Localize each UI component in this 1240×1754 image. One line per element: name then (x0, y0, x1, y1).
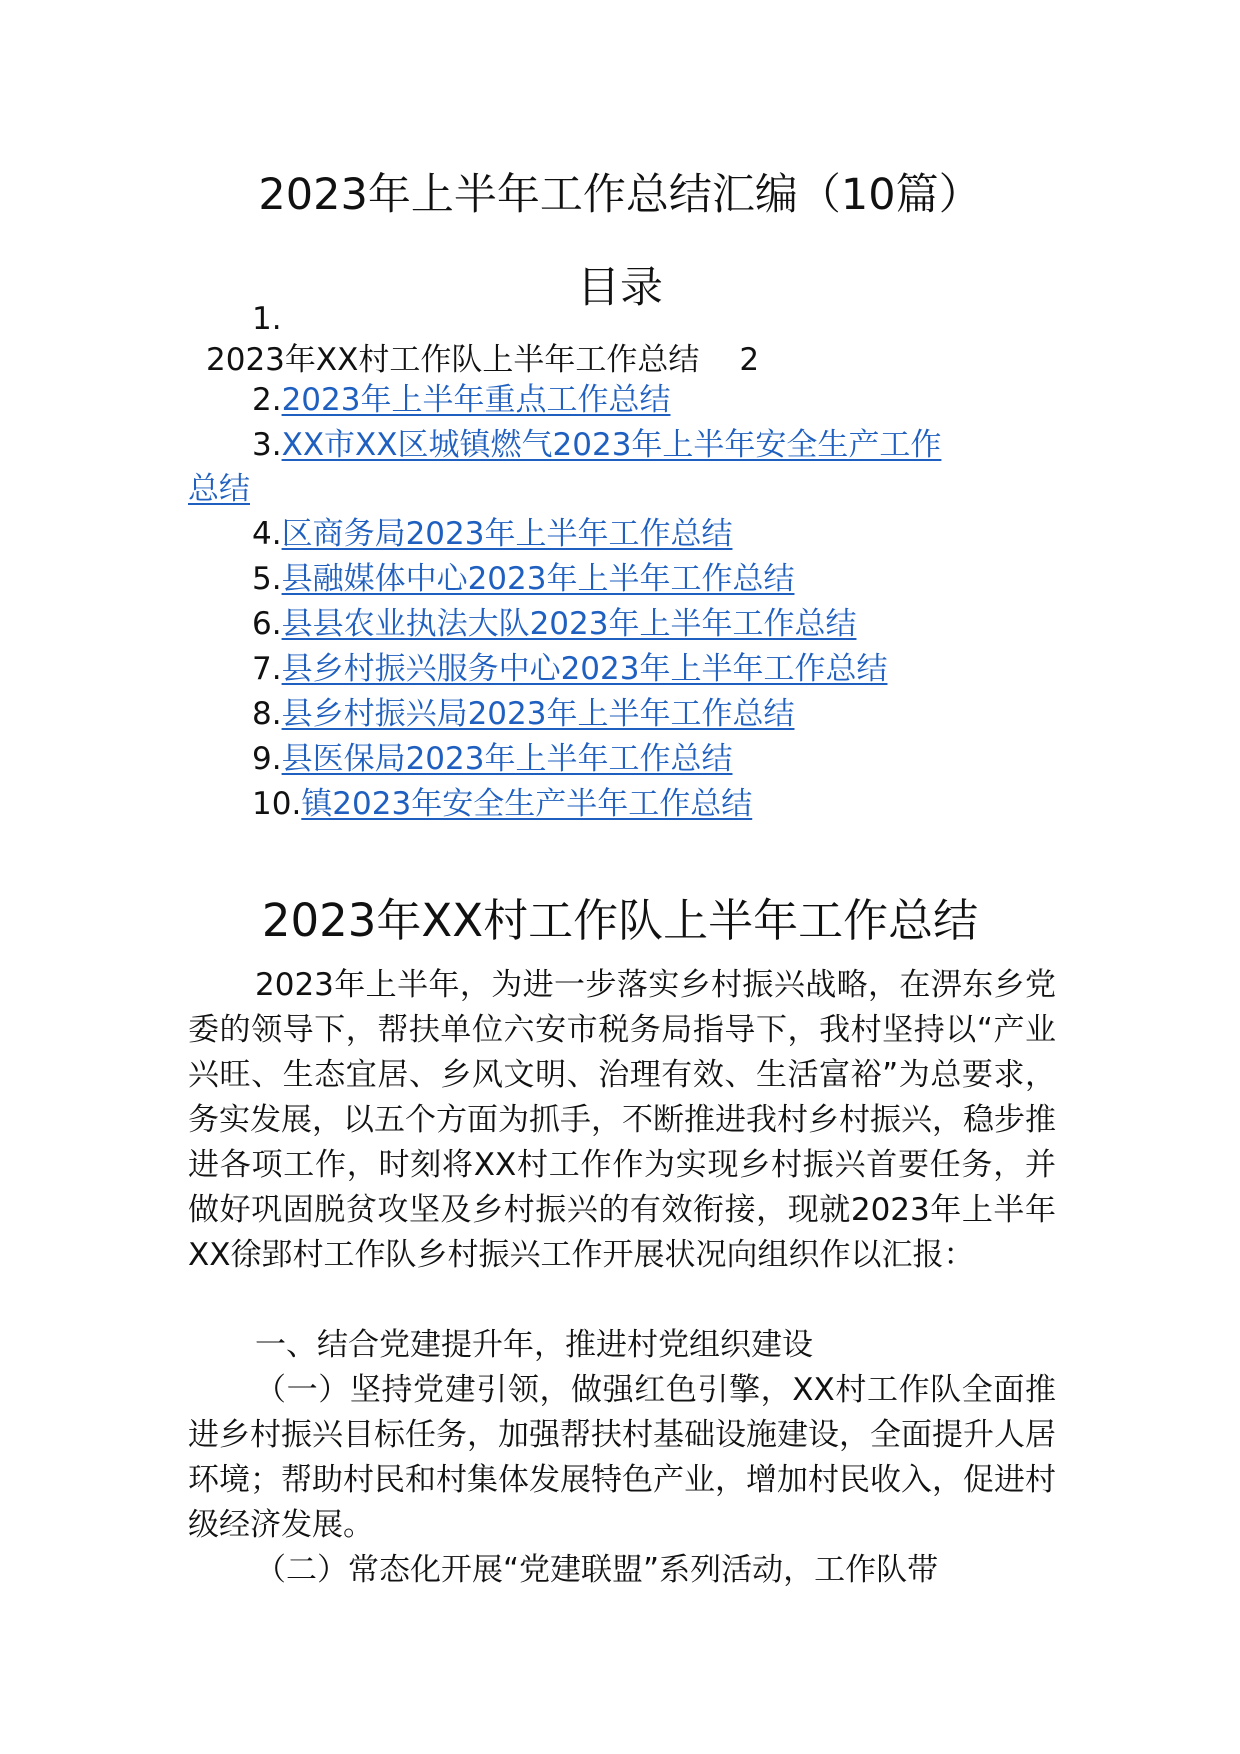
toc-item-1[interactable] (206, 338, 759, 382)
toc-number: 4. (252, 516, 282, 552)
toc-number: 8. (252, 696, 282, 732)
toc-link[interactable]: 县医保局2023年上半年工作总结 (281, 741, 733, 777)
toc-heading: 目录 (577, 263, 663, 313)
toc-link[interactable]: 县乡村振兴服务中心2023年上半年工作总结 (281, 651, 888, 687)
toc-item-text[interactable]: 2023年XX村工作队上半年工作总结 (206, 342, 700, 378)
toc-link[interactable]: 2023年上半年重点工作总结 (281, 382, 671, 418)
toc-link[interactable]: 县融媒体中心2023年上半年工作总结 (281, 561, 795, 597)
toc-link[interactable]: 总结 (188, 471, 250, 507)
toc-item-7 (252, 647, 887, 691)
body-paragraph: 2023年上半年，为进一步落实乡村振兴战略，在淠东乡党委的领导下，帮扶单位六安市税务局指导下，我村坚持以“产业兴旺、生态宜居、乡风文明、治理有效、生活富裕”为总要求，务实发展，以五个方面为抓手，不断推进我村乡村振兴，稳步推进各项工作，时刻将XX村工作作为实现乡村振兴首要任务，并做好巩固脱贫攻坚及乡村振兴的有效衔接，现就2023年上半年XX徐郢村工作队乡村振兴工作开展状况向组织作以汇报： (188, 967, 1056, 1273)
toc-item-3-continued (188, 467, 250, 511)
toc-item-9 (252, 737, 732, 781)
toc-page-number: 2 (739, 342, 760, 378)
toc-item-2 (252, 378, 670, 422)
body-paragraph: （二）常态化开展“党建联盟”系列活动，工作队带 (255, 1552, 939, 1588)
toc-number: 10. (252, 786, 302, 822)
toc-link[interactable]: 区商务局2023年上半年工作总结 (281, 516, 733, 552)
toc-item-10 (252, 782, 752, 826)
body-paragraph: （一）坚持党建引领，做强红色引擎，XX村工作队全面推进乡村振兴目标任务，加强帮扶村基础设施建设，全面提升人居环境；帮助村民和村集体发展特色产业，增加村民收入，促进村级经济发展。 (188, 1372, 1056, 1543)
toc-number: 3. (252, 427, 282, 463)
toc-item-6 (252, 602, 856, 646)
toc-item-8 (252, 692, 794, 736)
toc-link[interactable]: XX市XX区城镇燃气2023年上半年安全生产工作 (281, 427, 942, 463)
section-heading: 一、结合党建提升年，推进村党组织建设 (255, 1327, 813, 1363)
toc-number: 7. (252, 651, 282, 687)
toc-number: 1. (252, 301, 282, 337)
document-title: 2023年上半年工作总结汇编（10篇） (258, 170, 982, 220)
section-title: 2023年XX村工作队上半年工作总结 (261, 894, 979, 947)
toc-item-3 (252, 423, 941, 467)
toc-item-5 (252, 557, 794, 601)
toc-number: 2. (252, 382, 282, 418)
toc-link[interactable]: 镇2023年安全生产半年工作总结 (301, 786, 753, 822)
toc-item-1-number (252, 297, 282, 341)
toc-number: 5. (252, 561, 282, 597)
toc-number: 6. (252, 606, 282, 642)
toc-link[interactable]: 县乡村振兴局2023年上半年工作总结 (281, 696, 795, 732)
toc-link[interactable]: 县县农业执法大队2023年上半年工作总结 (281, 606, 857, 642)
toc-item-4 (252, 512, 732, 556)
toc-number: 9. (252, 741, 282, 777)
